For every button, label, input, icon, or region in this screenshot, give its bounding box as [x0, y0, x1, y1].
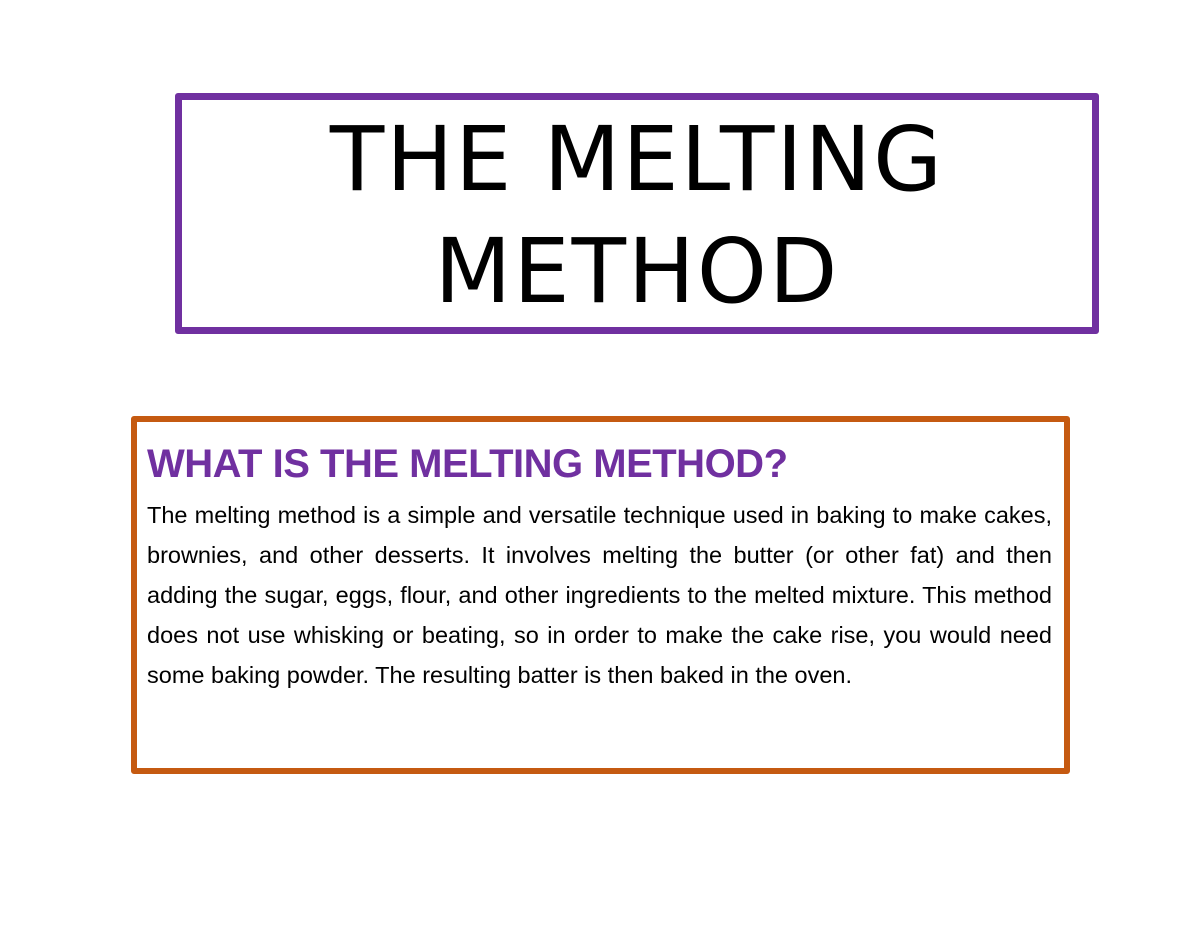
title-line-1: THE MELTING [329, 106, 945, 211]
title-line-2: METHOD [434, 218, 840, 323]
page-title [287, 103, 987, 327]
section-heading: WHAT IS THE MELTING METHOD? [147, 442, 788, 486]
title-box [175, 93, 1099, 334]
definition-box [131, 416, 1070, 774]
section-body-text: The melting method is a simple and versatile technique used in baking to make cakes, brownies, and other desserts. It involves melting the butter (or other fat) and then adding the sugar, eggs, flour, and other ingredients to the melted mixture. This method does not use whisking or beating, so in order to make the cake rise, you would need some baking powder. The resulting batter is then baked in the oven. [147, 502, 1052, 688]
